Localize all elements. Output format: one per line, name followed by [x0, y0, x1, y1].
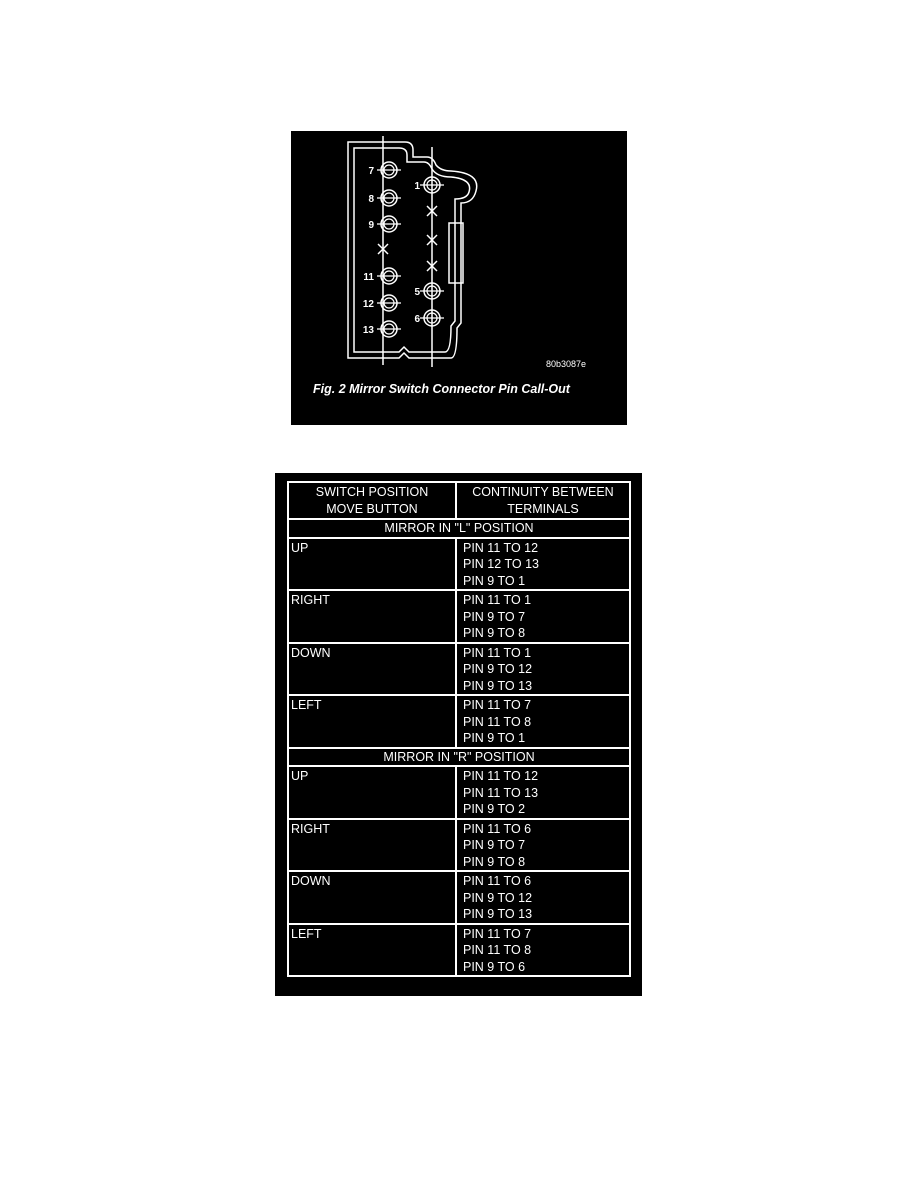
- table-row: [288, 695, 630, 748]
- pin-13: [363, 321, 401, 337]
- continuity-pin-pair: PIN 9 TO 8: [463, 626, 526, 640]
- figure-code: 80b3087e: [546, 359, 587, 369]
- pin-12: [363, 295, 401, 311]
- section-title: MIRROR IN "L" POSITION: [288, 519, 630, 538]
- switch-position-cell: RIGHT: [288, 819, 456, 872]
- continuity-pin-pair: PIN 11 TO 8: [463, 943, 532, 957]
- continuity-pin-pair: PIN 11 TO 1: [463, 645, 532, 660]
- pin-label: 9: [368, 220, 374, 231]
- table-header-row: [288, 482, 630, 519]
- continuity-pin-pair: PIN 11 TO 1: [463, 593, 532, 607]
- connector-figure: [291, 131, 627, 425]
- pin-label: 11: [363, 272, 374, 283]
- continuity-pin-pair: PIN 9 TO 7: [463, 609, 526, 624]
- continuity-pin-pair: PIN 11 TO 12: [463, 540, 539, 555]
- continuity-table: [287, 481, 631, 977]
- continuity-cell: [456, 538, 630, 591]
- continuity-pin-pair: PIN 11 TO 13: [463, 785, 539, 800]
- continuity-cell: [456, 819, 630, 872]
- header-switch-position: SWITCH POSITION MOVE BUTTON: [288, 482, 456, 519]
- pin-6: [414, 310, 444, 326]
- switch-position-cell: UP: [288, 538, 456, 591]
- switch-position-cell: LEFT: [288, 695, 456, 748]
- pin-label: 13: [362, 325, 374, 336]
- pin-label: 8: [368, 194, 374, 205]
- pin-label: 7: [368, 166, 374, 177]
- pin-8: [368, 190, 401, 206]
- continuity-cell: [456, 871, 630, 924]
- continuity-pin-pair: PIN 9 TO 7: [463, 838, 526, 852]
- pin-1: [414, 177, 444, 193]
- continuity-cell: [456, 695, 630, 748]
- pin-label: 1: [414, 181, 420, 192]
- pin-9: [368, 216, 401, 232]
- pin-label: 5: [414, 287, 420, 298]
- continuity-pin-pair: PIN 11 TO 8: [463, 714, 532, 729]
- continuity-pin-pair: PIN 9 TO 8: [463, 854, 526, 869]
- pin-label: 6: [414, 314, 420, 325]
- continuity-pin-pair: PIN 9 TO 13: [463, 907, 533, 921]
- continuity-pin-pair: PIN 9 TO 1: [463, 573, 526, 588]
- table-row: [288, 538, 630, 591]
- table-row: [288, 643, 630, 696]
- continuity-pin-pair: PIN 9 TO 13: [463, 678, 533, 693]
- continuity-pin-pair: PIN 11 TO 7: [463, 698, 532, 712]
- pin-7: [368, 162, 401, 178]
- continuity-pin-pair: PIN 9 TO 12: [463, 890, 533, 905]
- section-header-row: [288, 519, 630, 538]
- section-title: MIRROR IN "R" POSITION: [288, 748, 630, 767]
- continuity-pin-pair: PIN 11 TO 6: [463, 821, 532, 836]
- continuity-pin-pair: PIN 11 TO 7: [463, 926, 532, 941]
- continuity-cell: [456, 643, 630, 696]
- connector-diagram: [291, 131, 627, 425]
- continuity-pin-pair: PIN 12 TO 13: [463, 557, 539, 571]
- switch-position-cell: LEFT: [288, 924, 456, 977]
- continuity-cell: [456, 924, 630, 977]
- continuity-pin-pair: PIN 11 TO 12: [463, 769, 539, 783]
- pin-5: [414, 283, 444, 299]
- continuity-cell: [456, 766, 630, 819]
- figure-caption: Fig. 2 Mirror Switch Connector Pin Call-Out: [313, 382, 570, 396]
- table-row: [288, 766, 630, 819]
- table-row: [288, 590, 630, 643]
- continuity-table-panel: [275, 473, 642, 996]
- continuity-pin-pair: PIN 11 TO 6: [463, 874, 532, 888]
- continuity-pin-pair: PIN 9 TO 6: [463, 959, 526, 974]
- pin-label: 12: [362, 299, 374, 310]
- continuity-pin-pair: PIN 9 TO 2: [463, 802, 526, 816]
- continuity-pin-pair: PIN 9 TO 1: [463, 731, 526, 745]
- continuity-cell: [456, 590, 630, 643]
- header-continuity: CONTINUITY BETWEEN TERMINALS: [456, 482, 630, 519]
- switch-position-cell: DOWN: [288, 643, 456, 696]
- table-row: [288, 871, 630, 924]
- section-header-row: [288, 748, 630, 767]
- switch-position-cell: DOWN: [288, 871, 456, 924]
- continuity-pin-pair: PIN 9 TO 12: [463, 662, 533, 676]
- table-row: [288, 819, 630, 872]
- switch-position-cell: UP: [288, 766, 456, 819]
- pin-11: [363, 268, 401, 284]
- switch-position-cell: RIGHT: [288, 590, 456, 643]
- table-row: [288, 924, 630, 977]
